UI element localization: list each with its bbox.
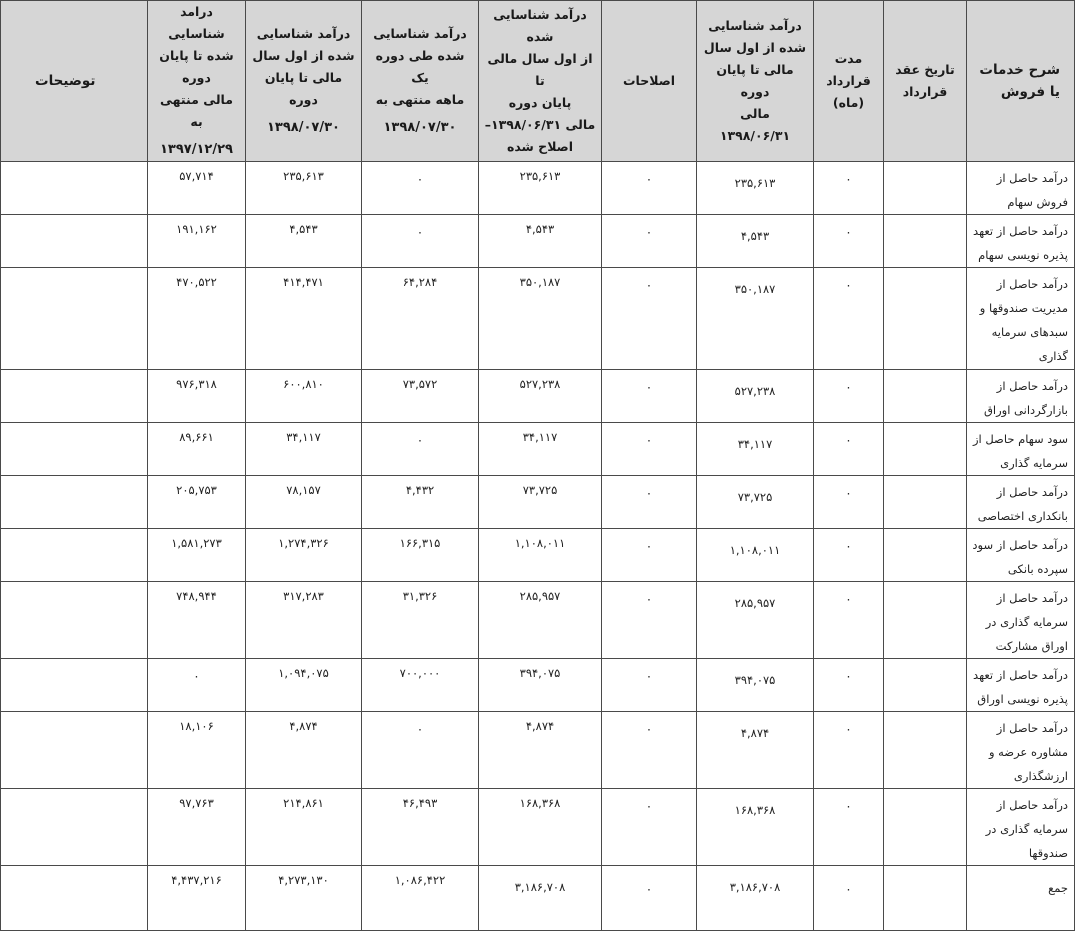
row-contract-date — [884, 215, 967, 268]
row-duration: ۰ — [814, 423, 884, 476]
row-revenue-period: ۴,۵۴۳ — [697, 215, 814, 268]
row-notes — [1, 370, 148, 423]
header-revenue-to-end-date: ۱۳۹۸/۰۷/۳۰ — [267, 120, 340, 135]
row-revenue-month: ۴۶,۴۹۳ — [362, 789, 479, 866]
row-description: سود سهام حاصل از سرمایه گذاری — [967, 423, 1075, 476]
table-row — [1, 712, 1075, 789]
row-duration: ۰ — [814, 582, 884, 659]
row-revenue-month: ۰ — [362, 162, 479, 215]
row-contract-date — [884, 162, 967, 215]
row-description: درآمد حاصل از بانکداری اختصاصی — [967, 476, 1075, 529]
row-duration: ۰ — [814, 529, 884, 582]
row-revenue-month: ۴,۴۳۲ — [362, 476, 479, 529]
row-revenue-period: ۴,۸۷۴ — [697, 712, 814, 789]
row-revenue-corrected: ۱,۱۰۸,۰۱۱ — [479, 529, 602, 582]
header-description: شرح خدمات یا فروش — [967, 1, 1075, 162]
row-notes — [1, 215, 148, 268]
row-contract-date — [884, 423, 967, 476]
row-contract-date — [884, 659, 967, 712]
row-contract-date — [884, 789, 967, 866]
row-duration: ۰ — [814, 162, 884, 215]
total-label: جمع — [967, 866, 1075, 931]
total-corrections: ۰ — [602, 866, 697, 931]
row-revenue-to-end: ۲۱۴,۸۶۱ — [246, 789, 362, 866]
header-corrections: اصلاحات — [602, 1, 697, 162]
row-revenue-to-end: ۶۰۰,۸۱۰ — [246, 370, 362, 423]
header-revenue-month-date: ۱۳۹۸/۰۷/۳۰ — [383, 120, 457, 135]
total-revenue-period: ۳,۱۸۶,۷۰۸ — [697, 866, 814, 931]
table-row — [1, 476, 1075, 529]
table-row — [1, 659, 1075, 712]
row-duration: ۰ — [814, 268, 884, 370]
row-revenue-period: ۵۲۷,۲۳۸ — [697, 370, 814, 423]
total-contract-date — [884, 866, 967, 931]
row-notes — [1, 659, 148, 712]
table-row — [1, 423, 1075, 476]
header-contract-date: تاریخ عقد قرارداد — [884, 1, 967, 162]
row-revenue-corrected: ۱۶۸,۳۶۸ — [479, 789, 602, 866]
row-revenue-month: ۰ — [362, 423, 479, 476]
header-revenue-prev-year-date: ۱۳۹۷/۱۲/۲۹ — [160, 142, 233, 157]
row-revenue-prev-year: ۹۷,۷۶۳ — [148, 789, 246, 866]
row-revenue-month: ۶۴,۲۸۴ — [362, 268, 479, 370]
row-contract-date — [884, 712, 967, 789]
row-revenue-prev-year: ۱۸,۱۰۶ — [148, 712, 246, 789]
total-row — [1, 866, 1075, 931]
row-revenue-prev-year: ۵۷,۷۱۴ — [148, 162, 246, 215]
row-revenue-month: ۷۳,۵۷۲ — [362, 370, 479, 423]
row-revenue-to-end: ۱,۲۷۴,۳۲۶ — [246, 529, 362, 582]
total-revenue-to-end: ۴,۲۷۳,۱۳۰ — [246, 866, 362, 931]
row-duration: ۰ — [814, 215, 884, 268]
row-revenue-to-end: ۴,۸۷۴ — [246, 712, 362, 789]
total-revenue-prev-year: ۴,۴۳۷,۲۱۶ — [148, 866, 246, 931]
table-row — [1, 268, 1075, 370]
row-revenue-corrected: ۳۴,۱۱۷ — [479, 423, 602, 476]
row-duration: ۰ — [814, 476, 884, 529]
row-description: درآمد حاصل از تعهد پذیره نویسی اوراق — [967, 659, 1075, 712]
row-contract-date — [884, 268, 967, 370]
row-duration: ۰ — [814, 789, 884, 866]
row-revenue-prev-year: ۱۹۱,۱۶۲ — [148, 215, 246, 268]
row-revenue-corrected: ۵۲۷,۲۳۸ — [479, 370, 602, 423]
table-row — [1, 162, 1075, 215]
row-revenue-period: ۲۳۵,۶۱۳ — [697, 162, 814, 215]
row-revenue-month: ۱۶۶,۳۱۵ — [362, 529, 479, 582]
header-revenue-month: درآمد شناسایی شده طی دوره یک ماهه منتهی به ۱۳۹۸/۰۷/۳۰ — [362, 1, 479, 162]
row-notes — [1, 476, 148, 529]
row-revenue-period: ۳۵۰,۱۸۷ — [697, 268, 814, 370]
row-notes — [1, 789, 148, 866]
row-revenue-period: ۷۳,۷۲۵ — [697, 476, 814, 529]
row-revenue-period: ۱۶۸,۳۶۸ — [697, 789, 814, 866]
row-revenue-period: ۲۸۵,۹۵۷ — [697, 582, 814, 659]
row-contract-date — [884, 529, 967, 582]
total-notes — [1, 866, 148, 931]
row-revenue-period: ۳۹۴,۰۷۵ — [697, 659, 814, 712]
row-revenue-prev-year: ۸۹,۶۶۱ — [148, 423, 246, 476]
row-revenue-prev-year: ۰ — [148, 659, 246, 712]
row-description: درآمد حاصل از سرمایه گذاری در اوراق مشارکت — [967, 582, 1075, 659]
header-revenue-period: درآمد شناسایی شده از اول سال مالی تا پایان دوره مالی ۱۳۹۸/۰۶/۳۱ — [697, 1, 814, 162]
header-revenue-to-end: درآمد شناسایی شده از اول سال مالی تا پایان دوره ۱۳۹۸/۰۷/۳۰ — [246, 1, 362, 162]
table-row — [1, 529, 1075, 582]
header-row — [1, 1, 1075, 162]
row-revenue-corrected: ۳۵۰,۱۸۷ — [479, 268, 602, 370]
total-duration: ۰ — [814, 866, 884, 931]
row-corrections: ۰ — [602, 268, 697, 370]
row-revenue-period: ۱,۱۰۸,۰۱۱ — [697, 529, 814, 582]
row-revenue-to-end: ۲۳۵,۶۱۳ — [246, 162, 362, 215]
header-contract-duration: مدت قرارداد (ماه) — [814, 1, 884, 162]
row-notes — [1, 582, 148, 659]
row-revenue-corrected: ۷۳,۷۲۵ — [479, 476, 602, 529]
table-row — [1, 370, 1075, 423]
row-revenue-period: ۳۴,۱۱۷ — [697, 423, 814, 476]
row-notes — [1, 268, 148, 370]
row-duration: ۰ — [814, 712, 884, 789]
row-revenue-corrected: ۲۳۵,۶۱۳ — [479, 162, 602, 215]
row-duration: ۰ — [814, 659, 884, 712]
row-corrections: ۰ — [602, 476, 697, 529]
row-corrections: ۰ — [602, 659, 697, 712]
row-revenue-to-end: ۴۱۴,۴۷۱ — [246, 268, 362, 370]
row-revenue-corrected: ۴,۵۴۳ — [479, 215, 602, 268]
table-body — [1, 162, 1075, 931]
table-row — [1, 215, 1075, 268]
row-revenue-prev-year: ۲۰۵,۷۵۳ — [148, 476, 246, 529]
row-duration: ۰ — [814, 370, 884, 423]
header-notes: توضیحات — [1, 1, 148, 162]
row-revenue-prev-year: ۴۷۰,۵۲۲ — [148, 268, 246, 370]
table-row — [1, 789, 1075, 866]
table-row — [1, 582, 1075, 659]
row-revenue-corrected: ۳۹۴,۰۷۵ — [479, 659, 602, 712]
row-revenue-month: ۷۰۰,۰۰۰ — [362, 659, 479, 712]
row-corrections: ۰ — [602, 162, 697, 215]
row-contract-date — [884, 476, 967, 529]
row-notes — [1, 529, 148, 582]
row-revenue-to-end: ۷۸,۱۵۷ — [246, 476, 362, 529]
row-revenue-to-end: ۱,۰۹۴,۰۷۵ — [246, 659, 362, 712]
row-contract-date — [884, 370, 967, 423]
row-notes — [1, 162, 148, 215]
row-revenue-month: ۰ — [362, 215, 479, 268]
row-revenue-prev-year: ۹۷۶,۳۱۸ — [148, 370, 246, 423]
row-description: درآمد حاصل از سود سپرده بانکی — [967, 529, 1075, 582]
row-corrections: ۰ — [602, 529, 697, 582]
row-revenue-to-end: ۳۴,۱۱۷ — [246, 423, 362, 476]
row-revenue-month: ۰ — [362, 712, 479, 789]
row-description: درآمد حاصل از بازارگردانی اوراق — [967, 370, 1075, 423]
row-revenue-corrected: ۲۸۵,۹۵۷ — [479, 582, 602, 659]
row-notes — [1, 712, 148, 789]
row-corrections: ۰ — [602, 215, 697, 268]
header-revenue-corrected: درآمد شناسایی شده از اول سال مالی تا پایان دوره مالی ۱۳۹۸/۰۶/۳۱– اصلاح شده — [479, 1, 602, 162]
total-revenue-month: ۱,۰۸۶,۴۲۲ — [362, 866, 479, 931]
total-revenue-corrected: ۳,۱۸۶,۷۰۸ — [479, 866, 602, 931]
row-description: درآمد حاصل از مدیریت صندوقها و سبدهای سرمایه گذاری — [967, 268, 1075, 370]
row-contract-date — [884, 582, 967, 659]
header-revenue-prev-year: درامد شناسایی شده تا پایان دوره مالی منتهی به ۱۳۹۷/۱۲/۲۹ — [148, 1, 246, 162]
row-revenue-prev-year: ۷۴۸,۹۴۴ — [148, 582, 246, 659]
row-description: درآمد حاصل از تعهد پذیره نویسی سهام — [967, 215, 1075, 268]
row-revenue-to-end: ۳۱۷,۲۸۳ — [246, 582, 362, 659]
row-corrections: ۰ — [602, 582, 697, 659]
row-description: درآمد حاصل از سرمایه گذاری در صندوقها — [967, 789, 1075, 866]
row-revenue-prev-year: ۱,۵۸۱,۲۷۳ — [148, 529, 246, 582]
row-description: درآمد حاصل از فروش سهام — [967, 162, 1075, 215]
row-corrections: ۰ — [602, 370, 697, 423]
row-description: درآمد حاصل از مشاوره عرضه و ارزشگذاری — [967, 712, 1075, 789]
row-corrections: ۰ — [602, 789, 697, 866]
row-notes — [1, 423, 148, 476]
row-revenue-to-end: ۴,۵۴۳ — [246, 215, 362, 268]
row-corrections: ۰ — [602, 423, 697, 476]
row-revenue-corrected: ۴,۸۷۴ — [479, 712, 602, 789]
row-revenue-month: ۳۱,۳۲۶ — [362, 582, 479, 659]
row-corrections: ۰ — [602, 712, 697, 789]
